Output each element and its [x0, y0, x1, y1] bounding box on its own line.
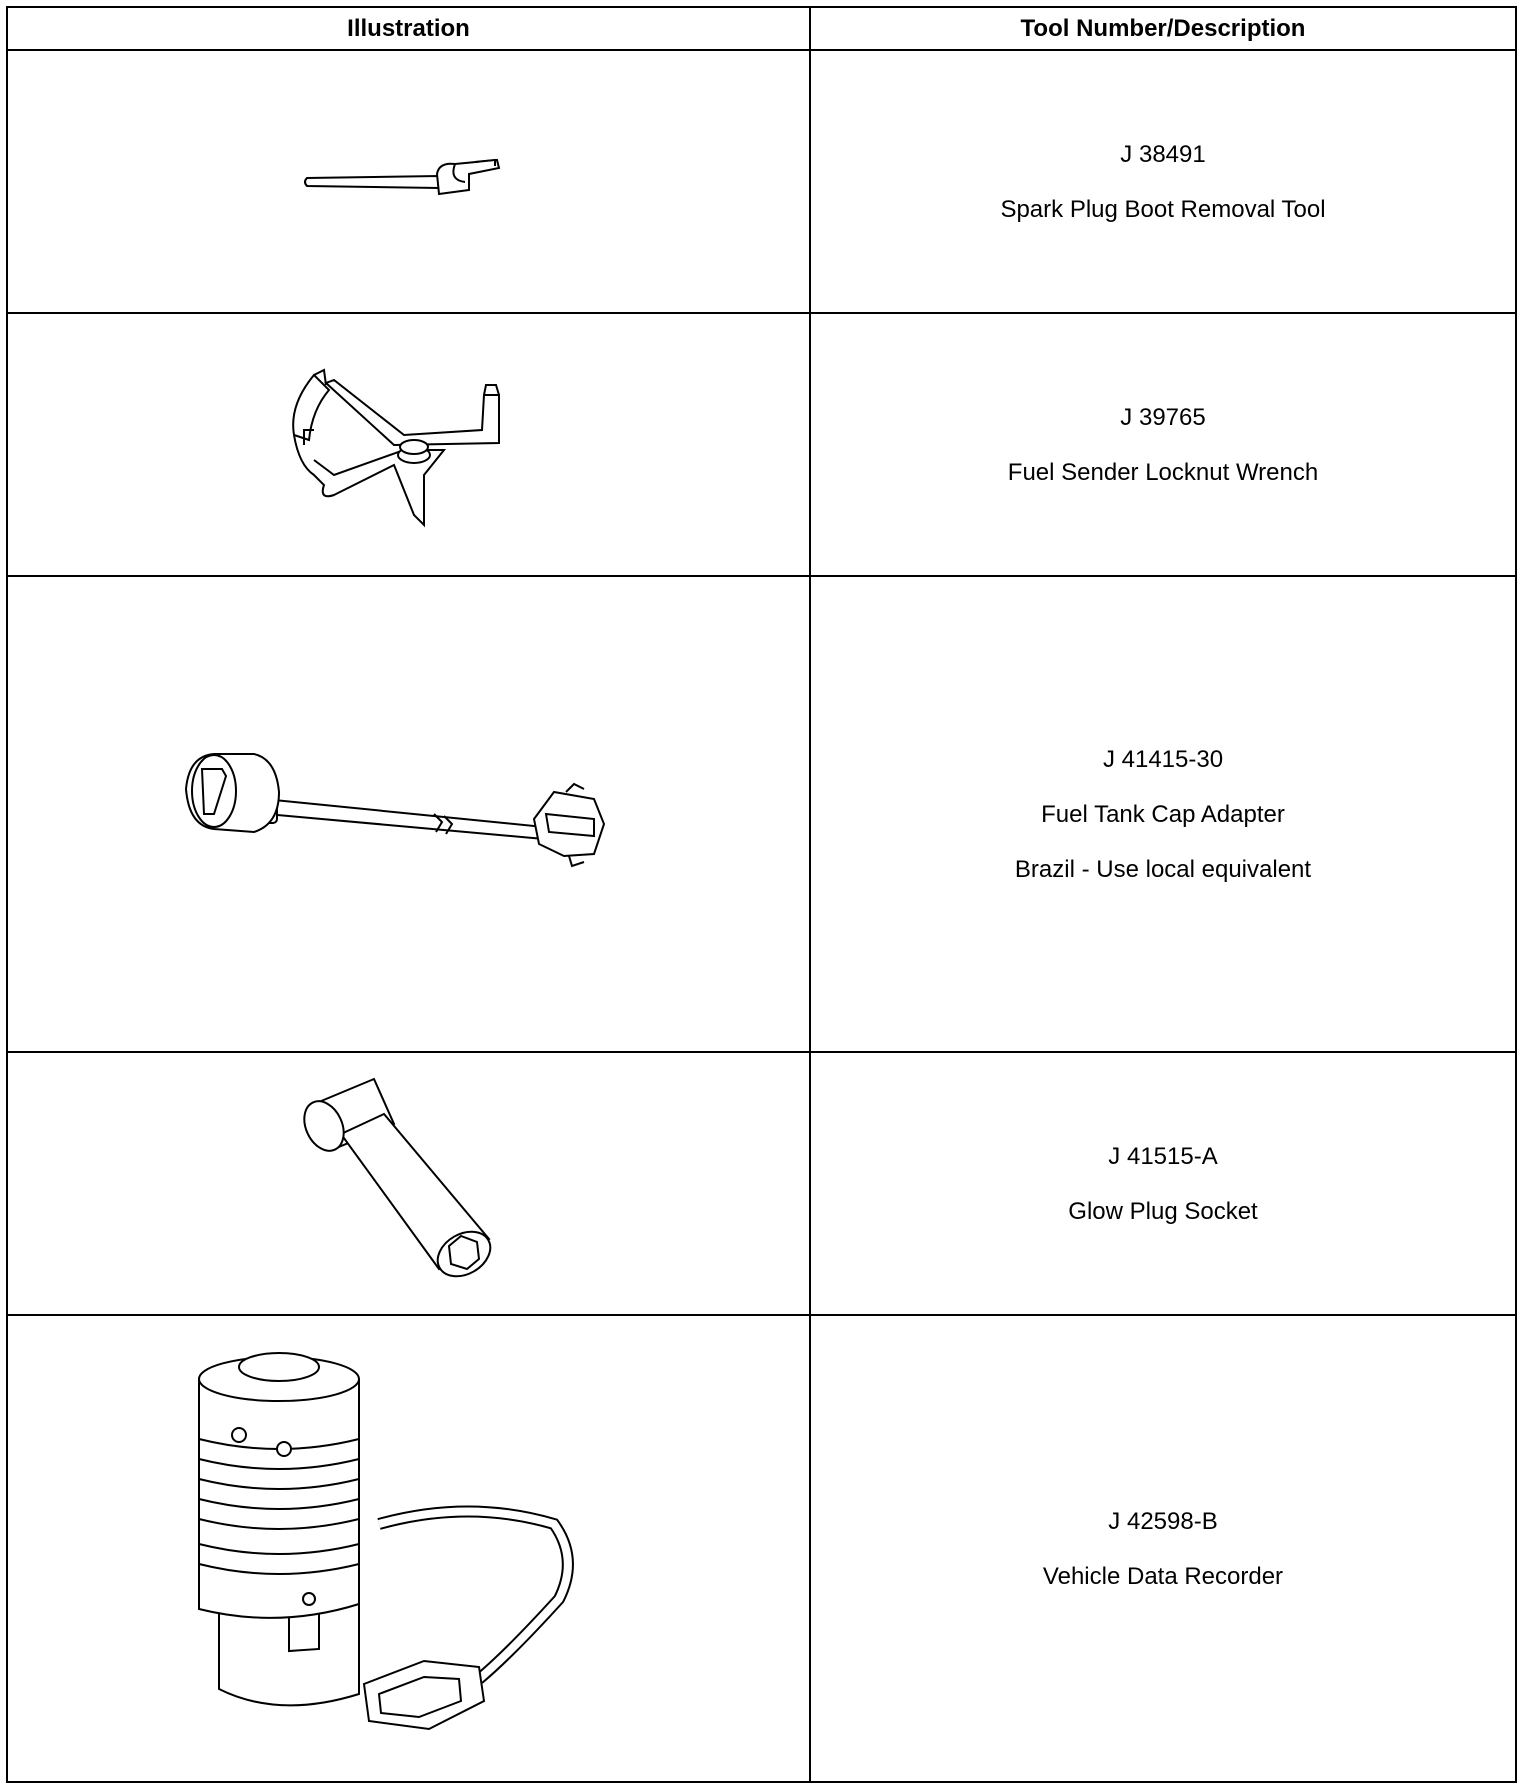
table-row — [7, 576, 1516, 1052]
tool-description-cell — [810, 1052, 1516, 1315]
tool-number: J 41515-A — [1108, 1142, 1218, 1170]
illustration-cell — [7, 50, 810, 313]
tool-description: Fuel Sender Locknut Wrench — [1007, 458, 1319, 486]
tool-description-cell — [810, 313, 1516, 576]
table-header-row — [7, 7, 1516, 50]
illustration-header: Illustration — [7, 7, 810, 50]
tool-description-cell — [810, 50, 1516, 313]
tool-description-cell — [810, 576, 1516, 1052]
vehicle-data-recorder-icon — [179, 1349, 639, 1749]
tool-table — [6, 6, 1517, 1783]
tool-description: Fuel Tank Cap Adapter — [1041, 800, 1285, 828]
tool-note: Brazil - Use local equivalent — [1014, 855, 1312, 883]
tool-number: J 42598-B — [1108, 1507, 1218, 1535]
tool-description: Spark Plug Boot Removal Tool — [1000, 195, 1326, 223]
tool-number: J 41415-30 — [1102, 745, 1224, 773]
table-row — [7, 1315, 1516, 1782]
table-row — [7, 313, 1516, 576]
fuel-sender-locknut-wrench-icon — [274, 355, 544, 535]
table-row — [7, 1052, 1516, 1315]
illustration-cell — [7, 313, 810, 576]
tool-number: J 39765 — [1120, 403, 1206, 431]
table-row — [7, 50, 1516, 313]
tool-description-cell — [810, 1315, 1516, 1782]
fuel-tank-cap-adapter-icon — [174, 744, 644, 884]
glow-plug-socket-icon — [289, 1074, 529, 1294]
illustration-cell — [7, 576, 810, 1052]
illustration-cell — [7, 1315, 810, 1782]
tool-description: Glow Plug Socket — [1068, 1197, 1258, 1225]
tool-description-header: Tool Number/Description — [810, 7, 1516, 50]
tool-number: J 38491 — [1120, 140, 1206, 168]
tool-description: Vehicle Data Recorder — [1042, 1562, 1284, 1590]
spark-plug-boot-removal-tool-icon — [299, 152, 519, 212]
illustration-cell — [7, 1052, 810, 1315]
